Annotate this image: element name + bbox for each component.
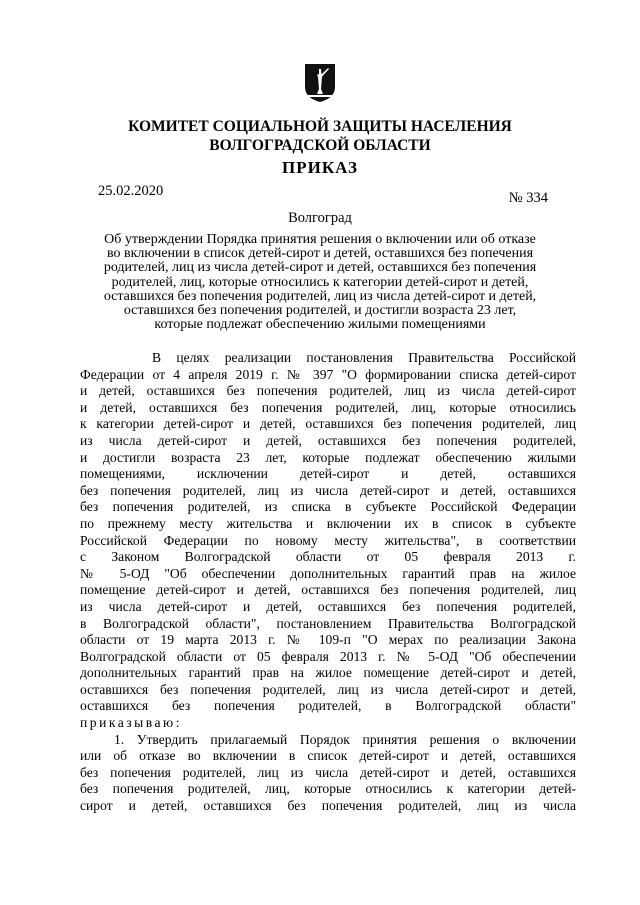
- body-line: и детей, оставшихся без попечения родителей, лиц, которые относились: [80, 399, 576, 415]
- body-line: оставшихся без попечения родителей, в Волгоградской области": [80, 698, 576, 714]
- body-line: области от 19 марта 2013 г. № 109-п "О мерах по реализации Закона: [80, 632, 576, 648]
- org-name-line-2: ВОЛГОГРАДСКОЙ ОБЛАСТИ: [209, 137, 431, 154]
- body-line-order-word: приказываю:: [80, 715, 182, 731]
- body-line: с Законом Волгоградской области от 05 февраля 2013 г.: [80, 549, 576, 565]
- subject-line: оставшихся без попечения родителей, и достигли возраста 23 лет,: [123, 303, 517, 319]
- body-line: помещениями, исключении детей-сирот и детей, оставшихся: [80, 466, 576, 482]
- body-line: без попечения родителей, лиц, которые относились к категории детей-: [80, 781, 576, 797]
- body-line: без попечения родителей, лиц из числа детей-сирот и детей, оставшихся: [80, 764, 576, 780]
- document-subject: [0, 233, 640, 332]
- subject-line: родителей, лиц из числа детей-сирот и детей, оставшихся без попечения: [103, 260, 537, 276]
- org-name-line-1: КОМИТЕТ СОЦИАЛЬНОЙ ЗАЩИТЫ НАСЕЛЕНИЯ: [128, 118, 512, 135]
- body-line: дополнительных гарантий прав на жилое помещение детей-сирот и детей,: [80, 665, 576, 681]
- subject-line: оставшихся без попечения родителей, лиц из числа детей-сирот и детей,: [103, 288, 537, 304]
- body-line: сирот и детей, оставшихся без попечения родителей, лиц из числа: [80, 798, 576, 814]
- volgograd-coat-of-arms-icon: [304, 63, 336, 103]
- document-body: [80, 350, 576, 815]
- body-line: Российской Федерации по новому месту жительства", в соответствии: [80, 532, 576, 548]
- body-line: Волгоградской области от 05 февраля 2013 г. № 5-ОД "Об обеспечении: [80, 648, 576, 664]
- subject-line: Об утверждении Порядка принятия решения о включении или об отказе: [104, 232, 536, 247]
- body-line: по прежнему месту жительства и включении их в список в субъекте: [80, 515, 576, 531]
- body-line: из числа детей-сирот и детей, оставшихся без попечения родителей,: [80, 598, 576, 614]
- body-line: № 5-ОД "Об обеспечении дополнительных гарантий прав на жилое: [80, 565, 576, 581]
- body-line: из числа детей-сирот и детей, оставшихся без попечения родителей,: [80, 432, 576, 448]
- body-line: Федерации от 4 апреля 2019 г. № 397 "О формировании списка детей-сирот: [80, 366, 576, 382]
- subject-line: которые подлежат обеспечению жилыми помещениями: [154, 317, 486, 333]
- document-type-title: ПРИКАЗ: [282, 158, 358, 177]
- body-line: или об отказе во включении в список детей-сирот и детей, оставшихся: [80, 748, 576, 764]
- document-date: 25.02.2020: [98, 183, 164, 199]
- body-line: В целях реализации постановления Правительства Российской: [152, 350, 576, 365]
- body-line: без попечения родителей, из списка в субъекте Российской Федерации: [80, 499, 576, 515]
- body-line: 1. Утвердить прилагаемый Порядок принятия решения о включении: [114, 731, 576, 747]
- body-line: оставшихся без попечения родителей, лиц из числа детей-сирот и детей,: [80, 681, 576, 697]
- body-line: в Волгоградской области", постановлением Правительства Волгоградской: [80, 615, 576, 631]
- subject-line: родителей, лиц, которые относились к категории детей-сирот и детей,: [111, 274, 529, 290]
- document-city: Волгоград: [288, 210, 352, 226]
- body-line: и достигли возраста 23 лет, которые подлежат обеспечению жилыми: [80, 449, 576, 465]
- body-line: без попечения родителей, лиц из числа детей-сирот и детей, оставшихся: [80, 482, 576, 498]
- body-line: к категории детей-сирот и детей, оставшихся без попечения родителей, лиц: [80, 416, 576, 432]
- body-line: помещение детей-сирот и детей, оставшихся без попечения родителей, лиц: [80, 582, 576, 598]
- body-line: и детей, оставшихся без попечения родителей, лиц из числа детей-сирот: [80, 383, 576, 399]
- issuing-authority: [0, 117, 640, 155]
- subject-line: во включении в список детей-сирот и детей, оставшихся без попечения: [106, 246, 534, 262]
- document-number: № 334: [508, 190, 548, 206]
